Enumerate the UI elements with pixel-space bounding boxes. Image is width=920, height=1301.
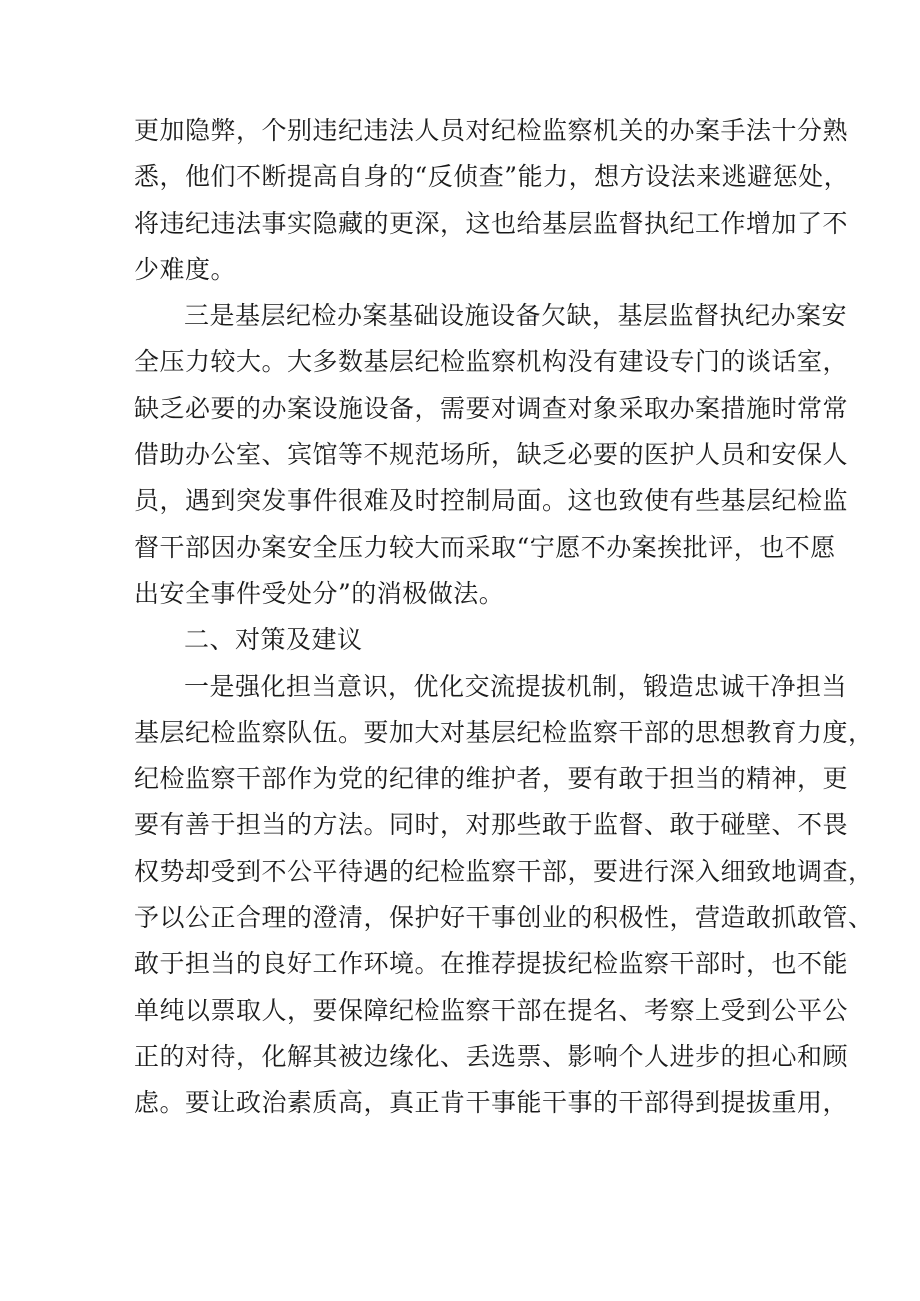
text-line: 基层纪检监察队伍。要加大对基层纪检监察干部的思想教育力度，: [134, 717, 874, 747]
text-line: 纪检监察干部作为党的纪律的维护者，要有敢于担当的精神，更: [134, 764, 849, 794]
text-line: 悉，他们不断提高自身的“反侦查”能力，想方设法来逃避惩处，: [134, 162, 850, 192]
text-line: 敢于担当的良好工作环境。在推荐提拔纪检监察干部时，也不能: [134, 949, 849, 979]
text-line: 正的对待，化解其被边缘化、丢选票、影响个人进步的担心和顾: [134, 1041, 849, 1071]
text-line: 员，遇到突发事件很难及时控制局面。这也致使有些基层纪检监: [134, 486, 849, 516]
text-line: 单纯以票取人，要保障纪检监察干部在提名、考察上受到公平公: [134, 995, 849, 1025]
text-line: 缺乏必要的办案设施设备，需要对调查对象采取办案措施时常常: [134, 393, 849, 423]
text-line: 全压力较大。大多数基层纪检监察机构没有建设专门的谈话室，: [134, 347, 849, 377]
text-line: 出安全事件受处分”的消极做法。: [134, 578, 505, 608]
text-line: 虑。要让政治素质高，真正肯干事能干事的干部得到提拔重用，: [134, 1088, 849, 1118]
text-line: 将违纪违法事实隐藏的更深，这也给基层监督执纪工作增加了不: [134, 208, 849, 238]
text-line: 借助办公室、宾馆等不规范场所，缺乏必要的医护人员和安保人: [134, 440, 849, 470]
text-line: 更加隐弊，个别违纪违法人员对纪检监察机关的办案手法十分熟: [134, 116, 849, 145]
body-text: [134, 108, 874, 1127]
text-line: 予以公正合理的澄清，保护好干事创业的积极性，营造敢抓敢管、: [134, 903, 874, 933]
paragraph-first-line: 一是强化担当意识，优化交流提拔机制，锻造忠诚干净担当: [184, 671, 848, 701]
text-line: 要有善于担当的方法。同时，对那些敢于监督、敢于碰壁、不畏: [134, 810, 849, 840]
paragraph-first-line: 二、对策及建议: [184, 625, 363, 655]
text-line: 督干部因办案安全压力较大而采取“宁愿不办案挨批评，也不愿: [134, 532, 836, 562]
paragraph-first-line: 三是基层纪检办案基础设施设备欠缺，基层监督执纪办案安: [184, 301, 848, 331]
text-line: 权势却受到不公平待遇的纪检监察干部，要进行深入细致地调查，: [134, 856, 874, 886]
text-line: 少难度。: [134, 254, 237, 284]
